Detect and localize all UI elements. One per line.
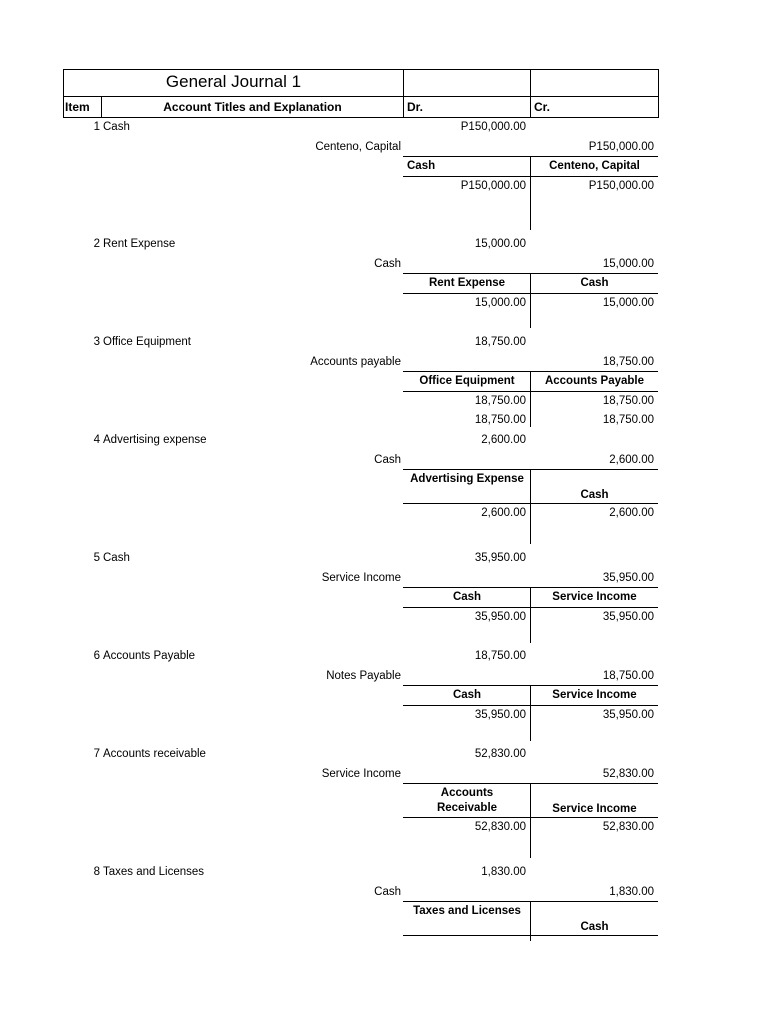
credit-amount: P150,000.00: [588, 140, 654, 153]
header-dr-divider: [403, 69, 404, 118]
entry-number: 7: [93, 748, 100, 760]
debit-account: Rent Expense: [103, 238, 176, 250]
t-account-left-value: 18,750.00: [474, 414, 526, 426]
debit-amount: 35,950.00: [474, 552, 526, 564]
t-account-divider: [530, 901, 531, 941]
credit-account: Accounts payable: [310, 355, 401, 368]
t-account-right-title: Service Income: [552, 688, 637, 701]
t-account-right-title: Cash: [580, 488, 609, 501]
credit-account: Service Income: [321, 571, 401, 584]
debit-amount: 15,000.00: [474, 238, 526, 250]
t-account-left-title: Accounts Receivable: [436, 786, 498, 814]
t-account-right-value: 2,600.00: [609, 506, 654, 519]
debit-account: Office Equipment: [103, 336, 192, 348]
t-account-left-value: 52,830.00: [474, 820, 526, 833]
t-account-left-title: Cash: [407, 159, 436, 172]
debit-account: Advertising expense: [103, 434, 207, 446]
t-account-right-value: 52,830.00: [602, 820, 654, 833]
t-account-left-value: P150,000.00: [460, 179, 526, 192]
entry-number: 5: [93, 552, 100, 564]
t-account-right-title: Accounts Payable: [544, 374, 645, 387]
credit-amount: 18,750.00: [602, 355, 654, 368]
t-account-right-value: 15,000.00: [602, 296, 654, 309]
column-header-item: Item: [65, 100, 90, 114]
t-account-left-title: Taxes and Licenses: [413, 904, 521, 917]
credit-account: Centeno, Capital: [315, 140, 401, 153]
entry-number: 4: [93, 434, 100, 446]
debit-account: Cash: [103, 552, 130, 564]
journal-title: General Journal 1: [165, 72, 302, 91]
t-account-right-value: P150,000.00: [588, 179, 654, 192]
credit-account: Cash: [374, 453, 401, 466]
t-account-right-title: Centeno, Capital: [549, 159, 640, 172]
credit-account: Notes Payable: [326, 669, 401, 682]
debit-amount: 18,750.00: [474, 650, 526, 662]
debit-amount: 2,600.00: [481, 434, 526, 446]
credit-amount: 1,830.00: [609, 885, 654, 898]
t-account-left-value: 35,950.00: [474, 708, 526, 721]
t-account-left-title: Rent Expense: [428, 276, 506, 289]
t-account-right-value: 18,750.00: [602, 414, 654, 426]
debit-account: Accounts Payable: [103, 650, 196, 662]
credit-amount: 2,600.00: [609, 453, 654, 466]
credit-account: Service Income: [321, 767, 401, 780]
t-account-left-value: 18,750.00: [474, 394, 526, 407]
debit-amount: P150,000.00: [460, 121, 526, 133]
debit-amount: 1,830.00: [481, 866, 526, 878]
t-account-left-title: Cash: [452, 688, 482, 701]
t-account-right-title: Cash: [580, 276, 609, 289]
t-account-right-title: Service Income: [552, 590, 637, 603]
header-top-border: [63, 69, 659, 70]
column-header-dr: Dr.: [407, 100, 424, 114]
t-account-right-title: Service Income: [552, 802, 637, 815]
t-account-right-value: 35,950.00: [602, 610, 654, 623]
debit-account: Taxes and Licenses: [103, 866, 205, 878]
header-bottom-border: [63, 117, 659, 118]
header-mid-border: [63, 96, 659, 97]
credit-amount: 18,750.00: [602, 669, 654, 682]
t-account-left-title: Cash: [452, 590, 482, 603]
debit-amount: 18,750.00: [474, 336, 526, 348]
entry-number: 8: [93, 866, 100, 878]
credit-amount: 35,950.00: [602, 571, 654, 584]
column-header-cr: Cr.: [534, 100, 551, 114]
t-account-right-value: 35,950.00: [602, 708, 654, 721]
t-account-right-value: 18,750.00: [602, 394, 654, 407]
t-account-left-title: Office Equipment: [419, 374, 515, 387]
t-account-left-value: 15,000.00: [474, 296, 526, 309]
debit-account: Accounts receivable: [103, 748, 206, 760]
t-account-left-title: Advertising Expense: [410, 472, 524, 485]
column-header-account: Account Titles and Explanation: [163, 100, 342, 114]
header-cr-divider: [530, 69, 531, 118]
credit-amount: 52,830.00: [602, 767, 654, 780]
t-account-divider: [530, 156, 531, 230]
credit-account: Cash: [374, 885, 401, 898]
t-account-left-value: 2,600.00: [481, 506, 526, 519]
t-account-left-value: 35,950.00: [474, 610, 526, 623]
entry-number: 3: [93, 336, 100, 348]
t-account-right-title: Cash: [580, 920, 609, 933]
debit-account: Cash: [103, 121, 130, 133]
credit-account: Cash: [374, 257, 401, 270]
debit-amount: 52,830.00: [474, 748, 526, 760]
credit-amount: 15,000.00: [602, 257, 654, 270]
entry-number: 6: [93, 650, 100, 662]
header-right-border: [658, 69, 659, 118]
entry-number: 2: [93, 238, 100, 250]
entry-number: 1: [93, 121, 100, 133]
